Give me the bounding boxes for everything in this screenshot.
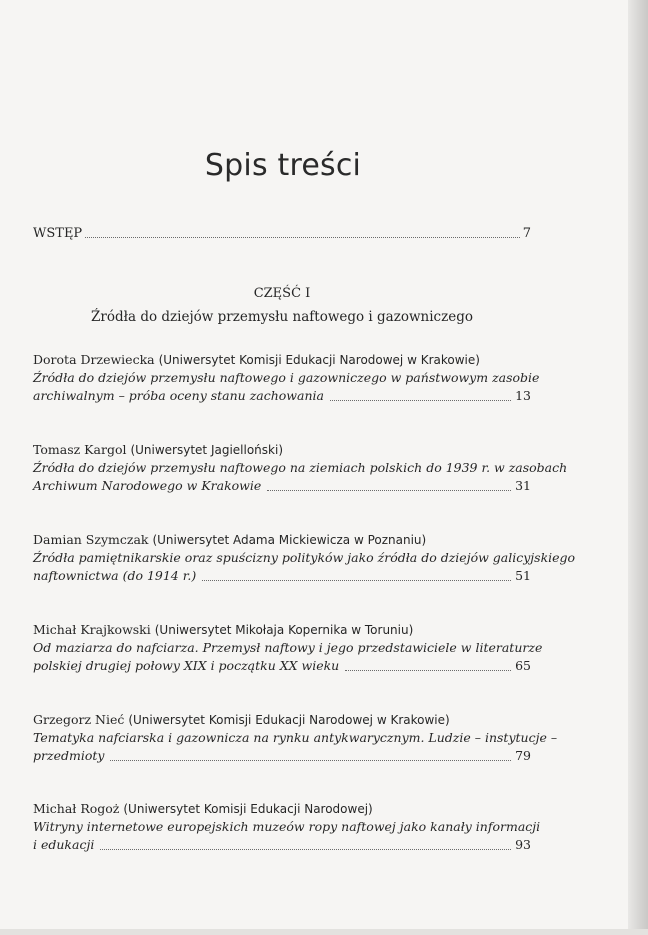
page-number: 79: [515, 748, 531, 763]
toc-entry: [33, 800, 541, 854]
entry-title-line: Witryny internetowe europejskich muzeów ropy naftowej jako kanały informacji: [33, 819, 541, 834]
dot-leader: [345, 670, 511, 671]
toc-entry: [33, 711, 558, 765]
part-heading: CZĘŚĆ I: [253, 286, 311, 301]
entry-title-line: Od maziarza do nafciarza. Przemysł naftowy i jego przedstawiciele w literaturze: [33, 640, 543, 655]
entry-author: Tomasz Kargol: [33, 442, 127, 457]
page-number: 51: [515, 568, 531, 583]
entry-author: Michał Rogoż: [33, 801, 120, 816]
dot-leader: [202, 580, 511, 581]
entry-title-line: Archiwum Narodowego w Krakowie: [33, 478, 262, 493]
page-number: 13: [515, 388, 531, 403]
entry-title-line: i edukacji: [33, 837, 95, 852]
entry-affiliation: (Uniwersytet Komisji Edukacji Narodowej w Krakowie): [158, 353, 480, 367]
entry-affiliation: (Uniwersytet Adama Mickiewicza w Poznaniu): [152, 533, 427, 547]
entry-title-line: przedmioty: [33, 748, 105, 763]
dot-leader: [85, 237, 520, 238]
toc-entry: [33, 621, 543, 675]
intro-label: WSTĘP: [33, 226, 83, 241]
entry-author: Dorota Drzewiecka: [33, 352, 155, 367]
page-number: 93: [515, 837, 531, 852]
entry-title-line: archiwalnym – próba oceny stanu zachowania: [33, 388, 324, 403]
entry-title-line: Źródła pamiętnikarskie oraz spuścizny polityków jako źródła do dziejów galicyjskiego: [33, 550, 576, 565]
part-subtitle: Źródła do dziejów przemysłu naftowego i gazowniczego: [91, 309, 473, 325]
toc-row-intro: [33, 226, 531, 242]
page-title: Spis treści: [204, 148, 362, 183]
page-number: 65: [515, 658, 531, 673]
dot-leader: [330, 400, 511, 401]
dot-leader: [100, 849, 511, 850]
entry-title-line: polskiej drugiej połowy XIX i początku XX wieku: [33, 658, 340, 673]
entry-title-line: naftownictwa (do 1914 r.): [33, 568, 197, 583]
entry-affiliation: (Uniwersytet Mikołaja Kopernika w Toruniu): [154, 623, 414, 637]
entry-title-line: Źródła do dziejów przemysłu naftowego i gazowniczego w państwowym zasobie: [33, 370, 540, 385]
toc-entry: [33, 531, 576, 585]
entry-author: Grzegorz Nieć: [33, 712, 125, 727]
page-bottom-edge: [0, 929, 648, 935]
toc-entry: [33, 441, 568, 495]
page-edge: [628, 0, 648, 935]
toc-entry: [33, 351, 540, 405]
entry-author: Damian Szymczak: [33, 532, 149, 547]
entry-author: Michał Krajkowski: [33, 622, 151, 637]
entry-affiliation: (Uniwersytet Jagielloński): [130, 443, 284, 457]
entry-affiliation: (Uniwersytet Komisji Edukacji Narodowej w Krakowie): [128, 713, 450, 727]
dot-leader: [110, 760, 511, 761]
entry-title-line: Tematyka nafciarska i gazownicza na rynku antykwarycznym. Ludzie – instytucje –: [33, 730, 558, 745]
entry-title-line: Źródła do dziejów przemysłu naftowego na ziemiach polskich do 1939 r. w zasobach: [33, 460, 568, 475]
entry-affiliation: (Uniwersytet Komisji Edukacji Narodowej): [123, 802, 373, 816]
page-number: 7: [522, 226, 531, 241]
page-number: 31: [515, 478, 531, 493]
dot-leader: [267, 490, 511, 491]
